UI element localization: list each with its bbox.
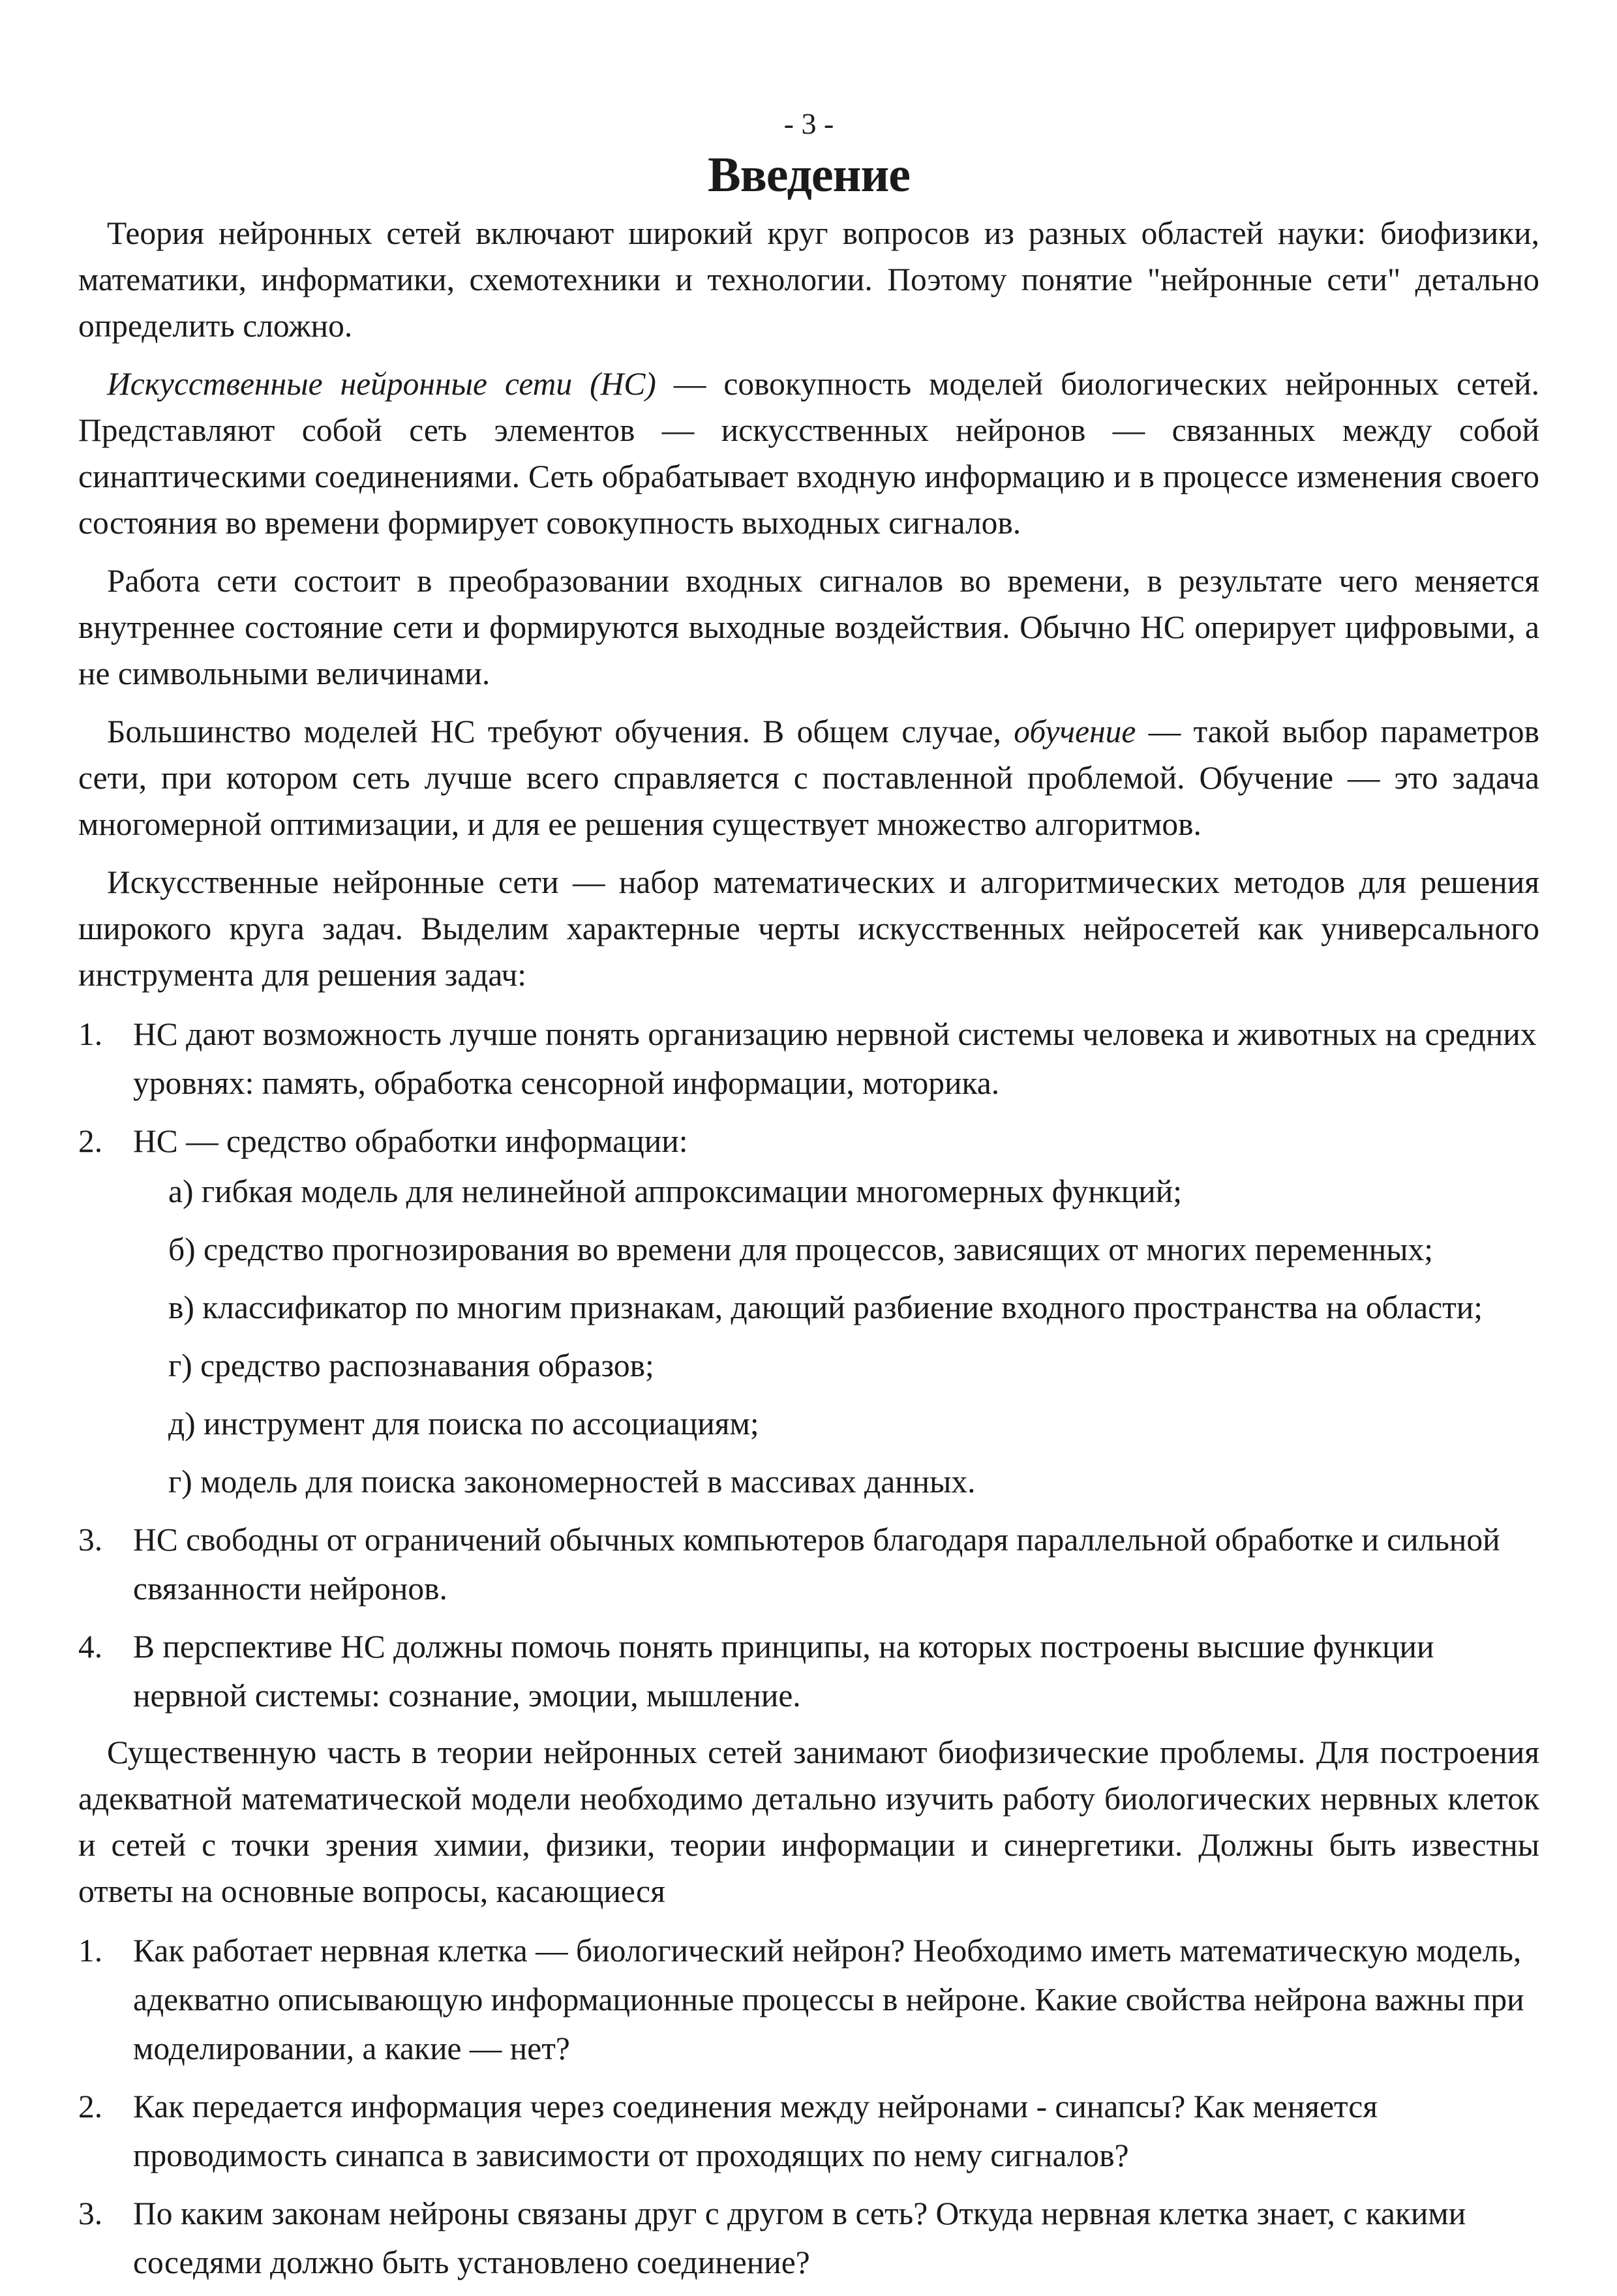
list-item-text: Как передается информация через соединения между нейронами - синапсы? Как меняется проводимость синапса в зависимости от проходящих по нему сигналов?	[133, 2089, 1378, 2173]
list-item-number: 1.	[78, 1016, 103, 1052]
list-item-text: НС дают возможность лучше понять организацию нервной системы человека и животных на средних уровнях: память, обработка сенсорной информации, моторика.	[133, 1016, 1537, 1101]
list-item	[78, 1010, 1539, 1108]
list-item	[78, 1926, 1539, 2073]
term-ann: Искусственные нейронные сети (НС)	[107, 366, 656, 402]
list-item-text: НС свободны от ограничений обычных компьютеров благодаря параллельной обработке и сильной связанности нейронов.	[133, 1522, 1500, 1607]
sub-list-item: б) средство прогнозирования во времени для процессов, зависящих от многих переменных;	[168, 1231, 1434, 1267]
list-item-text: Как работает нервная клетка — биологический нейрон? Необходимо иметь математическую модель, адекватно описывающую информационные процессы в нейроне. Какие свойства нейрона важны при моделировании, а какие — нет?	[133, 1933, 1524, 2066]
paragraph-definition	[78, 361, 1539, 546]
list-item-text: НС — средство обработки информации:	[133, 1123, 688, 1159]
sub-list-item: г) модель для поиска закономерностей в массивах данных.	[168, 1464, 976, 1500]
list-item	[78, 1515, 1539, 1613]
list-item	[78, 2189, 1539, 2287]
paragraph-intro: Теория нейронных сетей включают широкий круг вопросов из разных областей науки: биофизики, математики, информатики, схемотехники и технологии. Поэтому понятие "нейронные сети" детально определить сложно.	[78, 215, 1539, 344]
list-item-number: 2.	[78, 2089, 103, 2124]
list-item	[78, 2082, 1539, 2180]
sub-list	[133, 1167, 1539, 1506]
list-item-number: 3.	[78, 1522, 103, 1558]
list-item-number: 4.	[78, 1629, 103, 1665]
training-text-after: — такой выбор параметров сети, при котором сеть лучше всего справляется с поставленной проблемой. Обучение — это задача многомерной оптимизации, и для ее решения существует множество алгоритмов.	[78, 714, 1539, 842]
sub-list-item: г) средство распознавания образов;	[168, 1348, 654, 1383]
list-item-number: 3.	[78, 2196, 103, 2231]
definition-text: — совокупность моделей биологических нейронных сетей. Представляют собой сеть элементов — искусственных нейронов — связанных между собой синаптическими соединениями. Сеть обрабатывает входную информацию и в процессе изменения своего состояния во времени формирует совокупность выходных сигналов.	[78, 366, 1539, 541]
document-page	[78, 104, 1539, 2296]
sub-list-item: в) классификатор по многим признакам, дающий разбиение входного пространства на области;	[168, 1290, 1483, 1325]
list-item-number: 2.	[78, 1123, 103, 1159]
list-item	[78, 1117, 1539, 1506]
sub-list-item: д) инструмент для поиска по ассоциациям;	[168, 1406, 759, 1442]
questions-list	[78, 1926, 1539, 2287]
paragraph-features-intro: Искусственные нейронные сети — набор математических и алгоритмических методов для решения широкого круга задач. Выделим характерные черты искусственных нейросетей как универсального инструмента для решения задач:	[78, 864, 1539, 993]
list-item-text: По каким законам нейроны связаны друг с другом в сеть? Откуда нервная клетка знает, с какими соседями должно быть установлено соединение?	[133, 2196, 1466, 2280]
training-text-before: Большинство моделей НС требуют обучения. В общем случае,	[107, 714, 1014, 749]
page-title: Введение	[708, 147, 910, 202]
term-training: обучение	[1014, 714, 1136, 749]
list-item-text: В перспективе НС должны помочь понять принципы, на которых построены высшие функции нервной системы: сознание, эмоции, мышление.	[133, 1629, 1434, 1714]
list-item	[78, 1622, 1539, 1720]
page-number: - 3 -	[783, 107, 834, 140]
features-list	[78, 1010, 1539, 1720]
paragraph-biophysics: Существенную часть в теории нейронных сетей занимают биофизические проблемы. Для построения адекватной математической модели необходимо детально изучить работу биологических нервных клеток и сетей с точки зрения химии, физики, теории информации и синергетики. Должны быть известны ответы на основные вопросы, касающиеся	[78, 1734, 1539, 1909]
sub-list-item: а) гибкая модель для нелинейной аппроксимации многомерных функций;	[168, 1173, 1183, 1209]
list-item-number: 1.	[78, 1933, 103, 1969]
paragraph-operation: Работа сети состоит в преобразовании входных сигналов во времени, в результате чего меняется внутреннее состояние сети и формируются выходные воздействия. Обычно НС оперирует цифровыми, а не символьными величинами.	[78, 563, 1539, 691]
paragraph-training	[78, 708, 1539, 847]
